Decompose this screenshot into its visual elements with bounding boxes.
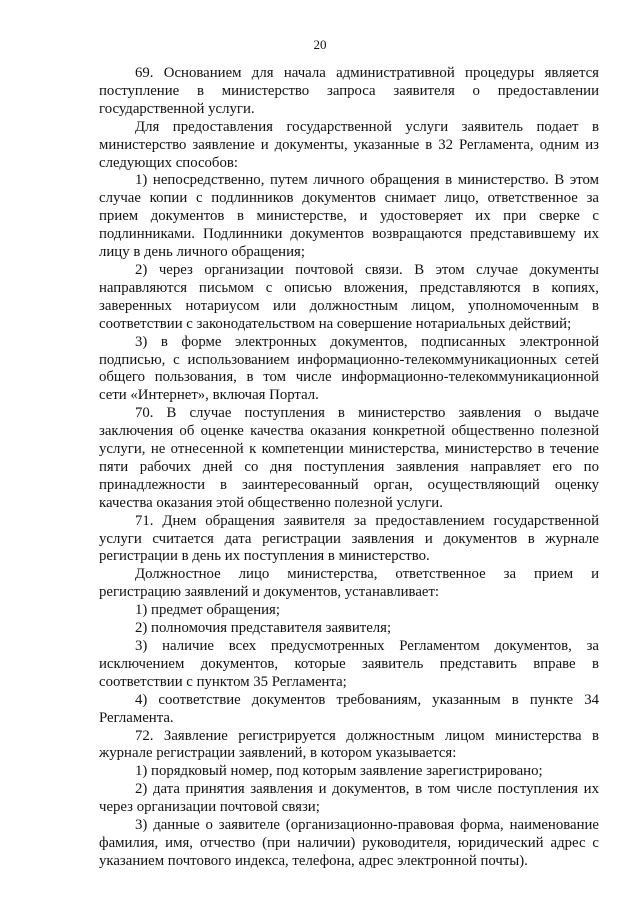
list-item-applicant-data: 3) данные о заявителе (организационно-правовая форма, наименование фамилия, имя, отчество (при наличии) руководителя, юридический адрес с указанием почтового индекса, телефона, адрес электронной почты). — [99, 817, 599, 869]
list-item-subject: 1) предмет обращения; — [135, 602, 280, 619]
paragraph-70: 70. В случае поступления в министерство заявления о выдаче заключения об оценке качества оказания конкретной общественно полезной услуги, не отнесенной к компетенции министерства, министерство в течение пяти рабочих дней со дня поступления заявления направляет его по принадлежности в заинтересованный орган, осуществляющий оценку качества оказания этой общественно полезной услуги. — [99, 405, 599, 511]
document-body — [99, 65, 599, 871]
paragraph-69: 69. Основанием для начала административной процедуры является поступление в министерство запроса заявителя о предоставлении государственной услуги. — [99, 65, 599, 117]
page-number: 20 — [313, 37, 327, 52]
list-item-authority: 2) полномочия представителя заявителя; — [135, 620, 392, 637]
list-item-electronic: 3) в форме электронных документов, подписанных электронной подписью, с использованием информационно-телекоммуникационных сетей общего пользования, в том числе информационно-телекоммуникационной сети «Интернет», включая Портал. — [99, 333, 599, 404]
list-item-serial-number: 1) порядковый номер, под которым заявление зарегистрировано; — [135, 763, 543, 780]
paragraph-71: 71. Днем обращения заявителя за предоставлением государственной услуги считается дата регистрации заявления и документов в журнале регистрации в день их поступления в министерство. — [99, 512, 599, 565]
paragraph-submission-methods: Для предоставления государственной услуги заявитель подает в министерство заявление и документы, указанные в 32 Регламента, одним из следующих способов: — [99, 118, 599, 171]
paragraph-72: 72. Заявление регистрируется должностным лицом министерства в журнале регистрации заявлений, в котором указывается: — [99, 727, 599, 762]
list-item-postal: 2) через организации почтовой связи. В этом случае документы направляются письмом с описью вложения, представляются в копиях, заверенных нотариусом или должностным лицом, уполномоченным в соответствии с законодательством на совершение нотариальных действий; — [99, 261, 599, 332]
list-item-documents-present: 3) наличие всех предусмотренных Регламентом документов, за исключением документов, которые заявитель представить вправе в соответствии с пунктом 35 Регламента; — [99, 638, 599, 690]
list-item-documents-compliance: 4) соответствие документов требованиям, указанным в пункте 34 Регламента. — [99, 691, 599, 726]
paragraph-official-establishes: Должностное лицо министерства, ответственное за прием и регистрацию заявлений и документов, устанавливает: — [99, 566, 599, 601]
list-item-personal-visit: 1) непосредственно, путем личного обращения в министерство. В этом случае копии с подлинников документов снимает лицо, ответственное за прием документов в министерстве, и удостоверяет их при сверке с подлинниками. Подлинники документов возвращаются представившему их лицу в день личного обращения; — [99, 172, 599, 261]
list-item-acceptance-date: 2) дата принятия заявления и документов, в том числе поступления их через организации почтовой связи; — [99, 781, 599, 816]
